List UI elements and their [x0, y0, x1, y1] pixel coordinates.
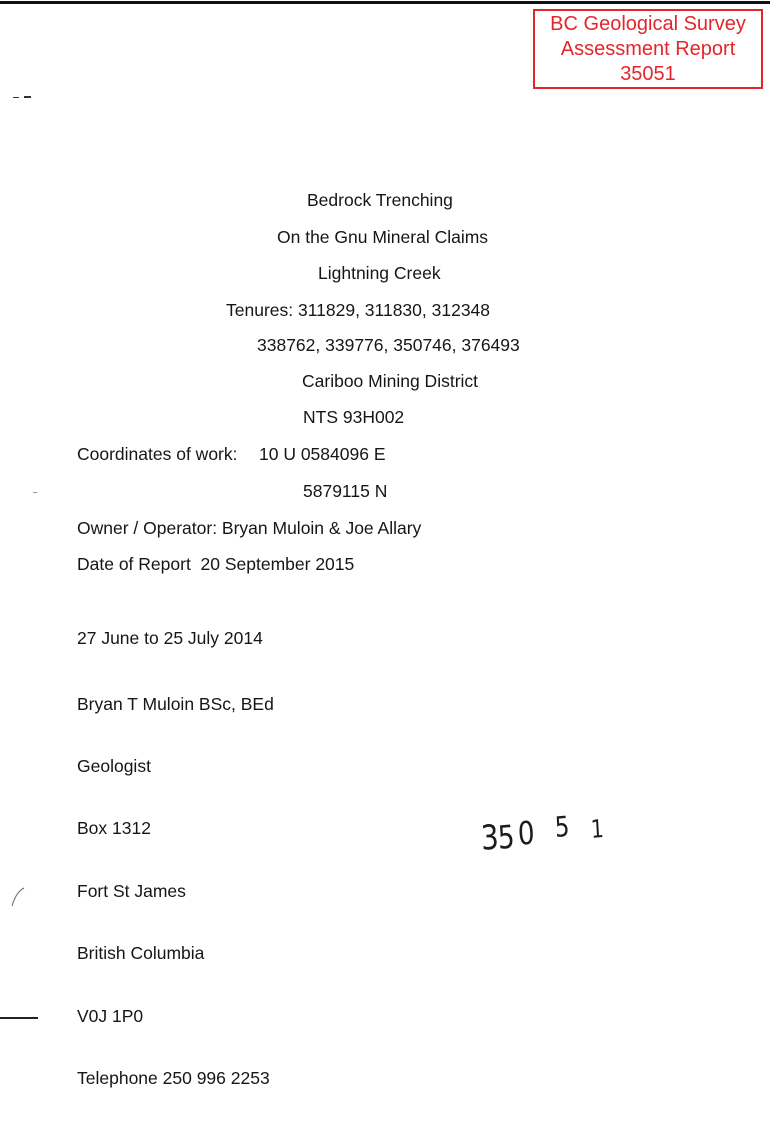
coordinates-label: Coordinates of work:: [77, 444, 238, 464]
stamp-line-report: Assessment Report: [560, 38, 736, 60]
top-scan-rule: [0, 1, 770, 4]
author-address-block: [77, 652, 274, 1130]
scan-speck: [33, 492, 37, 493]
tenures-line-2: 338762, 339776, 350746, 376493: [257, 335, 520, 355]
report-location: Lightning Creek: [318, 263, 441, 283]
date-of-report: Date of Report 20 September 2015: [77, 554, 355, 574]
address-box: Box 1312: [77, 818, 151, 839]
address-postal-code: V0J 1P0: [77, 1005, 144, 1026]
owner-operator: Owner / Operator: Bryan Muloin & Joe Allary: [77, 518, 422, 538]
handwritten-digit: 5: [496, 817, 516, 857]
author-title: Geologist: [77, 755, 151, 776]
mining-district: Cariboo Mining District: [302, 371, 479, 391]
stamp-line-survey: BC Geological Survey: [550, 13, 746, 35]
report-subtitle-claims: On the Gnu Mineral Claims: [277, 227, 489, 247]
handwritten-digit: 3: [479, 817, 500, 859]
work-period: 27 June to 25 July 2014: [77, 628, 263, 648]
scan-dash-mark: [13, 97, 19, 98]
address-province: British Columbia: [77, 943, 205, 964]
coordinates-easting: 10 U 0584096 E: [259, 444, 386, 464]
nts-sheet: NTS 93H002: [303, 407, 405, 427]
report-title: Bedrock Trenching: [307, 190, 453, 210]
address-town: Fort St James: [77, 880, 186, 901]
coordinates-northing: 5879115 N: [303, 481, 388, 501]
stamp-line-number: 35051: [620, 63, 676, 85]
telephone: Telephone 250 996 2253: [77, 1067, 270, 1088]
scan-curve-mark: [8, 886, 26, 908]
handwritten-digit: 0: [516, 813, 536, 853]
author-name: Bryan T Muloin BSc, BEd: [77, 693, 274, 714]
bottom-scan-rule: [0, 1017, 38, 1019]
handwritten-digit: 1: [589, 813, 605, 844]
assessment-stamp: [533, 9, 763, 89]
scan-dash-mark: [24, 96, 31, 98]
handwritten-digit: 5: [553, 809, 571, 844]
tenures-line-1: Tenures: 311829, 311830, 312348: [226, 300, 491, 320]
handwritten-number: [479, 809, 605, 860]
